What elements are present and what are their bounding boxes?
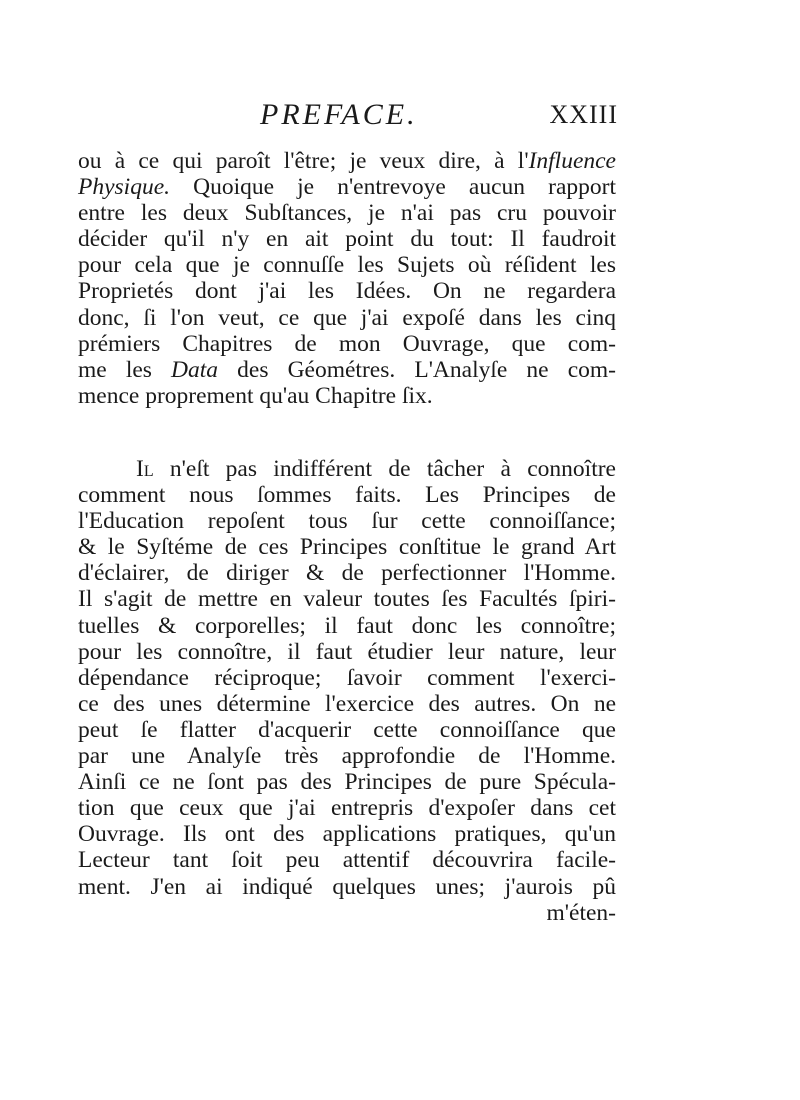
- text-line: pour les connoître, il faut étudier leur nature, leur: [78, 638, 616, 665]
- running-title: PREFACE.: [260, 98, 418, 131]
- paragraph-1: [78, 148, 616, 409]
- text-line: peut ſe flatter d'acquerir cette connoiſſance que: [78, 716, 616, 743]
- text-line: prémiers Chapitres de mon Ouvrage, que com-: [78, 330, 616, 357]
- text-line: me les Data des Géométres. L'Analyſe ne com-: [78, 356, 616, 383]
- text-line: décider qu'il n'y en ait point du tout: Il faudroit: [78, 226, 616, 253]
- text-line: comment nous ſommes faits. Les Principes de: [78, 482, 616, 509]
- text-line: tion que ceux que j'ai entrepris d'expoſer dans cet: [78, 795, 616, 822]
- text-line: l'Education repoſent tous ſur cette connoiſſance;: [78, 508, 616, 535]
- text-line: Ouvrage. Ils ont des applications pratiques, qu'un: [78, 821, 616, 848]
- text-line: Il n'eſt pas indifférent de tâcher à connoître: [136, 456, 616, 482]
- text-line: d'éclairer, de diriger & de perfectionner l'Homme.: [78, 560, 616, 587]
- text-line: tuelles & corporelles; il faut donc les connoître;: [78, 612, 616, 639]
- text-line: Proprietés dont j'ai les Idées. On ne regardera: [78, 278, 616, 305]
- text-line: ce des unes détermine l'exercice des autres. On ne: [78, 690, 616, 717]
- text-line: Ainſi ce ne ſont pas des Principes de pure Spécula-: [78, 769, 616, 796]
- text-line: par une Analyſe très approfondie de l'Homme.: [78, 743, 616, 770]
- running-head: [78, 98, 618, 138]
- paragraph-2: [78, 456, 616, 926]
- text-line: mence proprement qu'au Chapitre ſix.: [78, 382, 433, 409]
- drop-word: Il: [136, 456, 154, 482]
- text-line: Physique. Quoique je n'entrevoye aucun rapport: [78, 174, 616, 201]
- text-line: & le Syſtéme de ces Principes conſtitue le grand Art: [78, 534, 616, 561]
- text-line: dépendance réciproque; ſavoir comment l'exerci-: [78, 664, 616, 691]
- text-line: Il s'agit de mettre en valeur toutes ſes Facultés ſpiri-: [78, 586, 616, 613]
- text-line: ou à ce qui paroît l'être; je veux dire, à l'Influence: [78, 148, 616, 174]
- text-line: pour cela que je connuſſe les Sujets où réſident les: [78, 252, 616, 279]
- catchword: m'éten-: [546, 899, 616, 926]
- text-line: entre les deux Subſtances, je n'ai pas cru pouvoir: [78, 200, 616, 227]
- text-line: donc, ſi l'on veut, ce que j'ai expoſé dans les cinq: [78, 304, 616, 331]
- page-number: XXIII: [549, 100, 618, 129]
- text-line: Lecteur tant ſoit peu attentif découvrira facile-: [78, 847, 616, 874]
- text-line: ment. J'en ai indiqué quelques unes; j'aurois pû: [78, 873, 616, 900]
